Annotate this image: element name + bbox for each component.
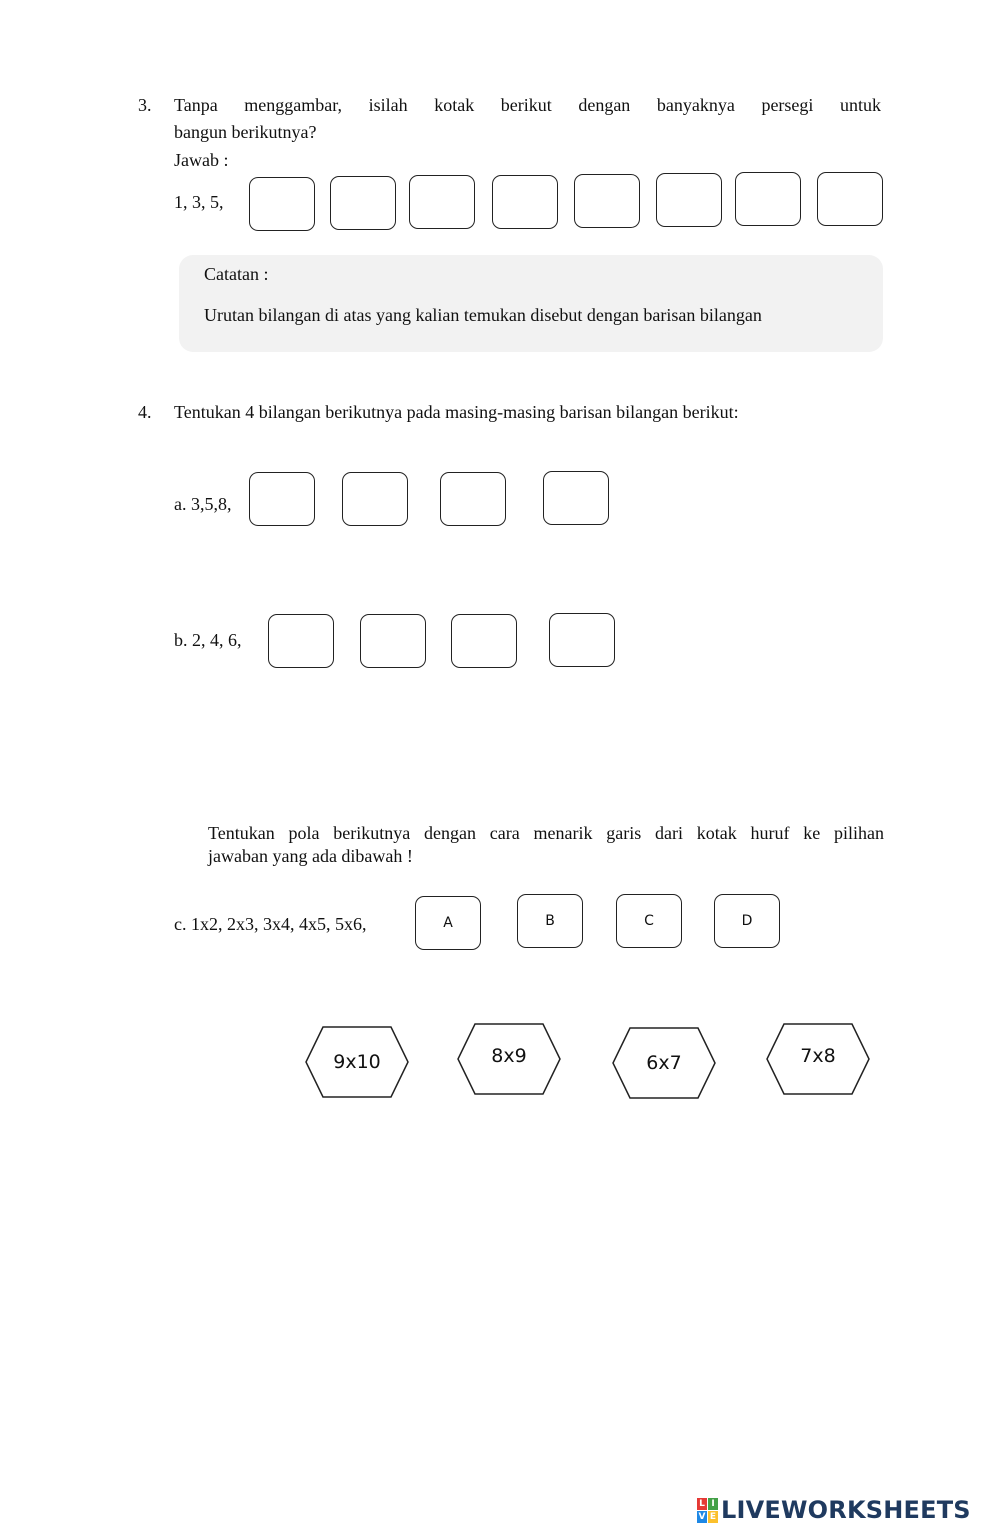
q3-answer-box-6[interactable] xyxy=(656,173,722,227)
q4a-answer-box-1[interactable] xyxy=(249,472,315,526)
choice-hexagon-4-label: 7x8 xyxy=(800,1045,836,1067)
q3-answer-box-5[interactable] xyxy=(574,174,640,228)
q4b-answer-box-2[interactable] xyxy=(360,614,426,668)
question-4-number: 4. xyxy=(138,402,152,422)
choice-hexagon-2[interactable] xyxy=(457,1023,561,1095)
letter-box-c[interactable]: C xyxy=(616,894,682,948)
letter-box-d[interactable]: D xyxy=(714,894,780,948)
question-3-sequence: 1, 3, 5, xyxy=(174,192,224,212)
choice-hexagon-1[interactable] xyxy=(305,1026,409,1098)
question-3-text: Tanpa menggambar, isilah kotak berikut dengan banyaknya persegi untuk xyxy=(174,95,881,115)
letter-box-b[interactable]: B xyxy=(517,894,583,948)
note-title: Catatan : xyxy=(204,264,269,284)
liveworksheets-logo xyxy=(697,1496,971,1524)
q4b-answer-box-1[interactable] xyxy=(268,614,334,668)
choice-hexagon-3[interactable] xyxy=(612,1027,716,1099)
answer-label: Jawab : xyxy=(174,150,229,170)
logo-letter-e: E xyxy=(709,1511,717,1522)
q4b-answer-box-3[interactable] xyxy=(451,614,517,668)
q4a-answer-box-3[interactable] xyxy=(440,472,506,526)
question-3-number: 3. xyxy=(138,95,152,115)
logo-icon xyxy=(697,1498,718,1523)
q3-answer-box-2[interactable] xyxy=(330,176,396,230)
q4b-label: b. 2, 4, 6, xyxy=(174,630,242,650)
q4a-answer-box-4[interactable] xyxy=(543,471,609,525)
choice-hexagon-4[interactable] xyxy=(766,1023,870,1095)
choice-hexagon-1-label: 9x10 xyxy=(333,1051,381,1073)
q4a-label: a. 3,5,8, xyxy=(174,494,232,514)
q3-answer-box-3[interactable] xyxy=(409,175,475,229)
q3-answer-box-8[interactable] xyxy=(817,172,883,226)
q3-answer-box-7[interactable] xyxy=(735,172,801,226)
q4c-label: c. 1x2, 2x3, 3x4, 4x5, 5x6, xyxy=(174,914,367,934)
q3-answer-box-4[interactable] xyxy=(492,175,558,229)
letter-box-a[interactable]: A xyxy=(415,896,481,950)
question-4-text: Tentukan 4 bilangan berikutnya pada masing-masing barisan bilangan berikut: xyxy=(174,402,739,422)
logo-letter-l: L xyxy=(697,1498,707,1510)
brand-wordmark: LIVEWORKSHEETS xyxy=(721,1496,971,1524)
logo-letter-v: V xyxy=(698,1511,706,1522)
logo-letter-i: I xyxy=(708,1498,718,1510)
matching-instruction: Tentukan pola berikutnya dengan cara menarik garis dari kotak huruf ke pilihan xyxy=(208,823,884,843)
matching-instruction-cont: jawaban yang ada dibawah ! xyxy=(208,846,413,866)
question-3-text-cont: bangun berikutnya? xyxy=(174,122,317,142)
q4a-answer-box-2[interactable] xyxy=(342,472,408,526)
choice-hexagon-3-label: 6x7 xyxy=(646,1052,682,1074)
q3-answer-box-1[interactable] xyxy=(249,177,315,231)
choice-hexagon-2-label: 8x9 xyxy=(491,1045,527,1067)
note-body: Urutan bilangan di atas yang kalian temukan disebut dengan barisan bilangan xyxy=(204,305,762,325)
q4b-answer-box-4[interactable] xyxy=(549,613,615,667)
